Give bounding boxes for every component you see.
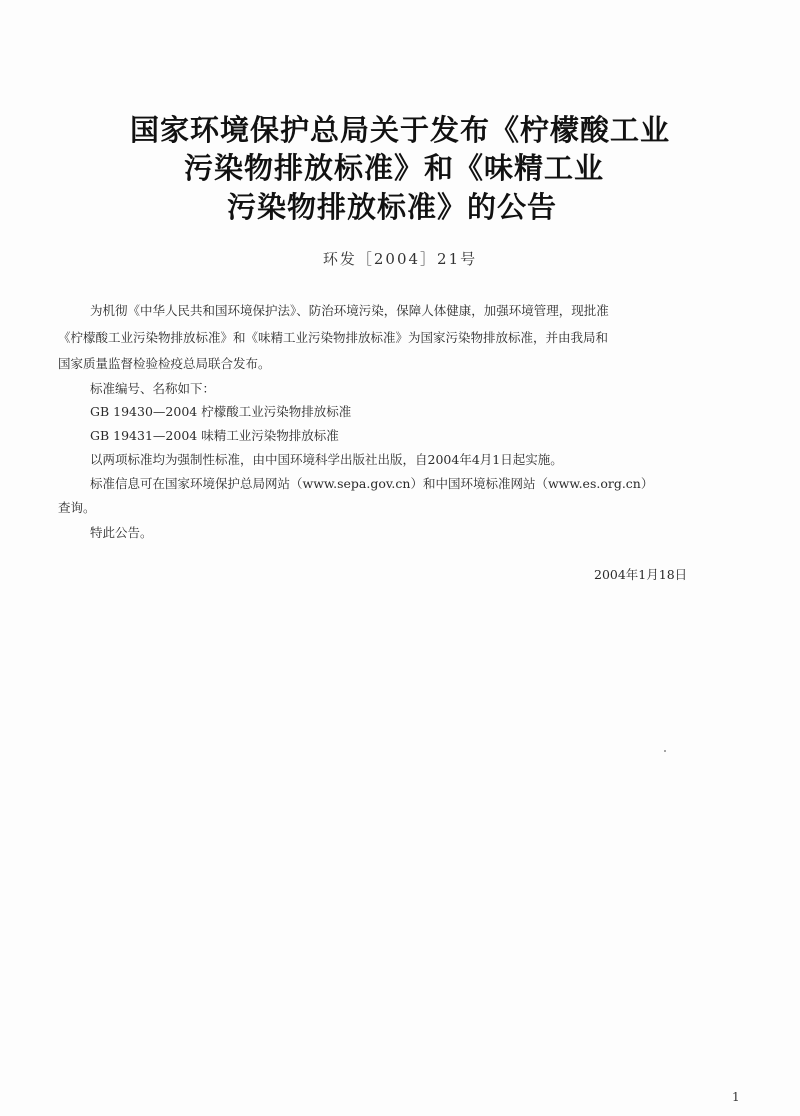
paragraph-1-line-3: 国家质量监督检验检疫总局联合发布。 [58,356,271,371]
paragraph-2: 标准编号、名称如下： [90,381,216,396]
page-number: 1 [732,1090,740,1104]
document-number: 环发［2004］21号 [322,250,478,268]
paragraph-4-line-2: 查询。 [58,500,96,515]
paragraph-1-line-1: 为机彻《中华人民共和国环境保护法》、防治环境污染，保障人体健康，加强环境管理，现批准 [90,303,609,318]
scan-speck [664,750,666,752]
paragraph-3: 以两项标准均为强制性标准，由中国环境科学出版社出版，自2004年4月1日起实施。 [90,452,563,467]
paragraph-1-line-2: 《柠檬酸工业污染物排放标准》和《味精工业污染物排放标准》为国家污染物排放标准，并由我局和 [58,330,609,345]
document-title-line-2: 污染物排放标准》和《味精工业 [183,151,604,185]
paragraph-4-line-1: 标准信息可在国家环境保护总局网站（www.sepa.gov.cn）和中国环境标准网站（www.es.org.cn） [90,476,654,491]
standard-item-2: GB 19431—2004 味精工业污染物排放标准 [90,428,339,443]
document-title-line-3: 污染物排放标准》的公告 [226,190,557,224]
standard-item-1: GB 19430—2004 柠檬酸工业污染物排放标准 [90,404,352,419]
paragraph-5: 特此公告。 [90,525,153,540]
document-title-line-1: 国家环境保护总局关于发布《柠檬酸工业 [129,113,670,147]
issue-date: 2004年1月18日 [594,567,688,582]
